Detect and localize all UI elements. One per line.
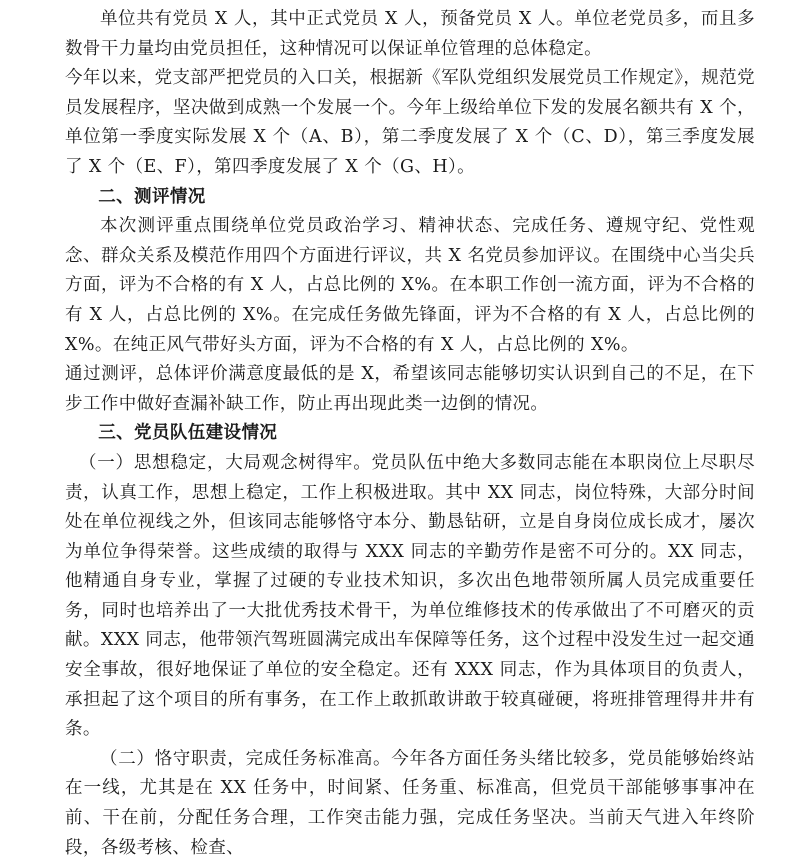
section-heading-team-building: 三、党员队伍建设情况 <box>98 423 278 444</box>
paragraph-ideology: （一）思想稳定，大局观念树得牢。党员队伍中绝大多数同志能在本职岗位上尽职尽责，认真工作，思想上稳定，工作上积极进取。其中 XX 同志，岗位特殊，大部分时间处在单位视线之外，但该同志能够恪守本分、勤恳钻研，立是自身岗位成长成才，屡次为单位争得荣誉。这些成绩的取得与 XXX 同志的辛勤劳作是密不可分的。XX 同志，他精通自身专业，掌握了过硬的专业技术知识，多次出色地带领所属人员完成重要任务，同时也培养出了一大批优秀技术骨干，为单位维修技术的传承做出了不可磨灭的贡献。XXX 同志，他带领汽驾班圆满完成出车保障等任务，这个过程中没发生过一起交通安全事故，很好地保证了单位的安全稳定。还有 XXX 同志，作为具体项目的负责人，承担起了这个项目的所有事务，在工作上敢抓敢讲敢于较真碰硬，将班排管理得井井有条。 <box>65 452 755 740</box>
paragraph-evaluation: 本次测评重点围绕单位党员政治学习、精神状态、完成任务、遵规守纪、党性观念、群众关系及模范作用四个方面进行评议，共 X 名党员参加评议。在围绕中心当尖兵方面，评为不合格的有 X 人，占总比例的 X%。在本职工作创一流方面，评为不合格的有 X 人，占总比例的 X%。在完成任务做先锋面，评为不合格的有 X 人，占总比例的 X%。在纯正风气带好头方面，评为不合格的有 X 人，占总比例的 X%。 <box>65 216 755 355</box>
paragraph-evaluation-summary: 通过测评，总体评价满意度最低的是 X，希望该同志能够切实认识到自己的不足，在下步工作中做好查漏补缺工作，防止再出现此类一边倒的情况。 <box>65 364 755 414</box>
paragraph-membership: 单位共有党员 X 人，其中正式党员 X 人，预备党员 X 人。单位老党员多，而且多数骨干力量均由党员担任，这种情况可以保证单位管理的总体稳定。 <box>65 9 755 59</box>
section-heading-evaluation: 二、测评情况 <box>98 186 206 207</box>
paragraph-development: 今年以来，党支部严把党员的入口关，根据新《军队党组织发展党员工作规定》，规范党员发展程序，坚决做到成熟一个发展一个。今年上级给单位下发的发展名额共有 X 个，单位第一季度实际发展 X 个（A、B），第二季度发展了 X 个（C、D），第三季度发展了 X 个（E、F），第四季度发展了 X 个（G、H）。 <box>65 68 755 177</box>
document-body <box>65 5 755 863</box>
paragraph-duty: （二）恪守职责，完成任务标准高。今年各方面任务头绪比较多，党员能够始终站在一线，尤其是在 XX 任务中，时间紧、任务重、标准高，但党员干部能够事事冲在前、干在前，分配任务合理，工作突击能力强，完成任务坚决。当前天气进入年终阶段，各级考核、检查、 <box>65 748 755 858</box>
